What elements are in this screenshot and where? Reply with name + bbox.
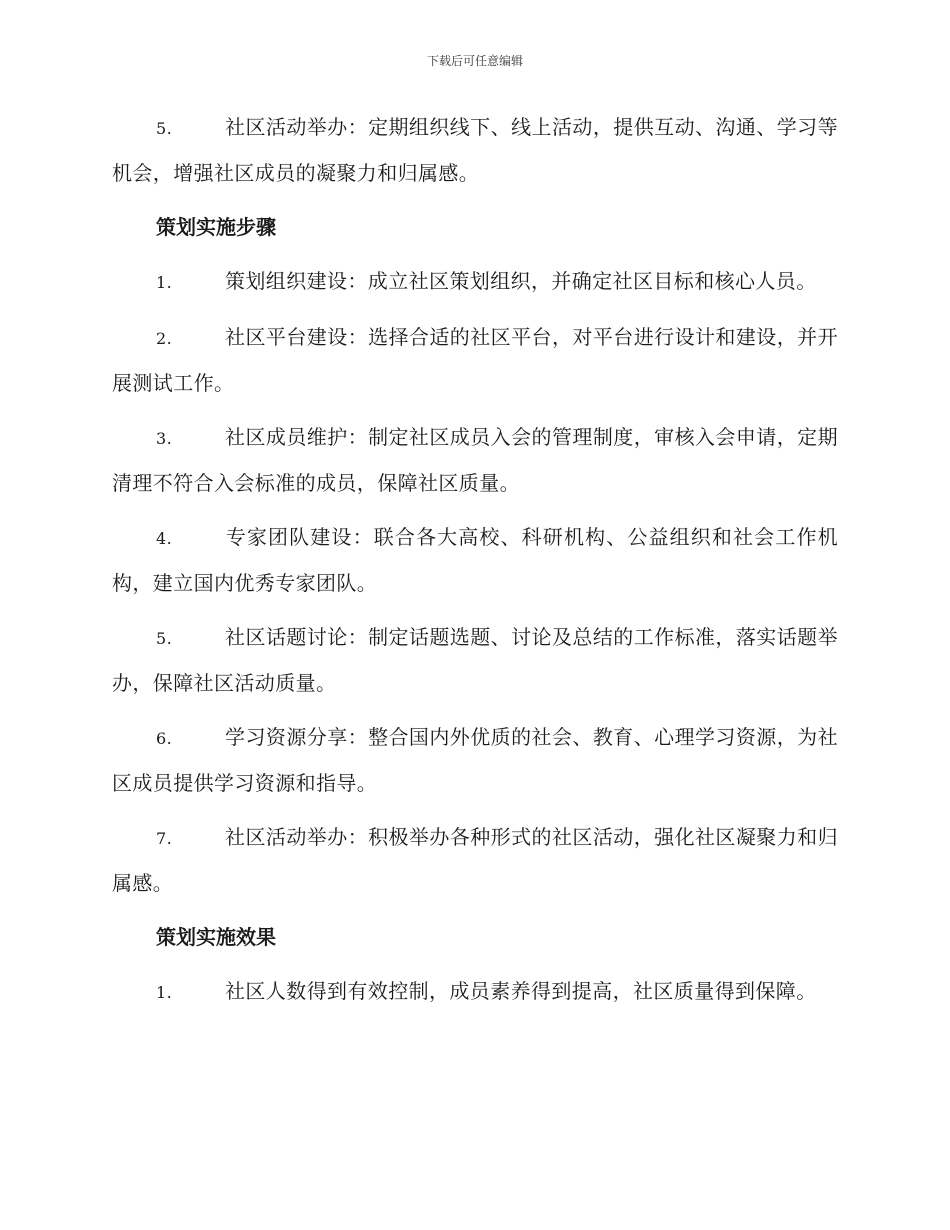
list-item (112, 415, 838, 505)
list-item (112, 815, 838, 905)
section-heading-effects: 策划实施效果 (156, 925, 276, 949)
list-item (112, 105, 838, 195)
list-item-number: 4. (156, 529, 173, 548)
list-item-text: 策划组织建设：成立社区策划组织，并确定社区目标和核心人员。 (225, 269, 817, 293)
list-item (112, 315, 838, 405)
list-item-text: 社区人数得到有效控制，成员素养得到提高，社区质量得到保障。 (225, 979, 817, 1003)
section-heading-steps: 策划实施步骤 (156, 215, 276, 239)
list-item-number: 7. (156, 829, 173, 848)
list-item-number: 3. (156, 429, 173, 448)
list-item-text: 社区活动举办：定期组织线下、线上活动，提供互动、沟通、学习等机会，增强社区成员的凝聚力和归属感。 (112, 115, 838, 185)
page-header: 下载后可任意编辑 (426, 54, 523, 68)
document-body (112, 105, 838, 1025)
list-item-number: 5. (156, 119, 173, 138)
list-item-text: 学习资源分享：整合国内外优质的社会、教育、心理学习资源，为社区成员提供学习资源和指导。 (112, 725, 838, 795)
list-item-number: 6. (156, 729, 173, 748)
list-item-number: 1. (156, 273, 173, 292)
list-item-text: 社区平台建设：选择合适的社区平台，对平台进行设计和建设，并开展测试工作。 (112, 325, 838, 395)
list-item (112, 259, 838, 305)
list-item (112, 969, 838, 1015)
list-item-text: 专家团队建设：联合各大高校、科研机构、公益组织和社会工作机构，建立国内优秀专家团队。 (112, 525, 838, 595)
list-item (112, 515, 838, 605)
list-item-text: 社区成员维护：制定社区成员入会的管理制度，审核入会申请，定期清理不符合入会标准的成员，保障社区质量。 (112, 425, 838, 495)
list-item-text: 社区话题讨论：制定话题选题、讨论及总结的工作标准，落实话题举办，保障社区活动质量。 (112, 625, 838, 695)
list-item-number: 2. (156, 329, 173, 348)
list-item (112, 615, 838, 705)
list-item-text: 社区活动举办：积极举办各种形式的社区活动，强化社区凝聚力和归属感。 (112, 825, 838, 895)
list-item-number: 1. (156, 983, 173, 1002)
list-item (112, 715, 838, 805)
list-item-number: 5. (156, 629, 173, 648)
